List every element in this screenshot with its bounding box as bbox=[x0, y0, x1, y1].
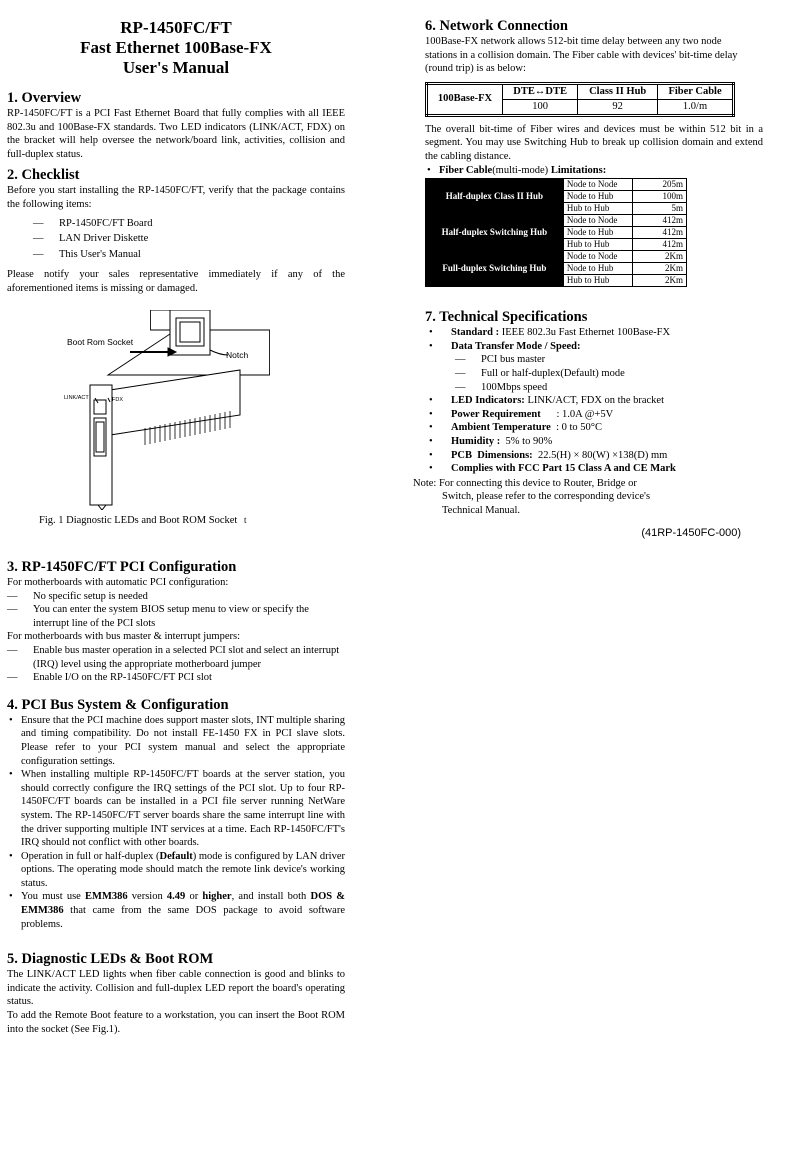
spec-led-value: LINK/ACT, FDX on the bracket bbox=[524, 395, 665, 407]
limit-value: 412m bbox=[632, 227, 686, 239]
pci-auto-item: — No specific setup is needed bbox=[7, 590, 345, 604]
network-heading: 6. Network Connection bbox=[425, 18, 568, 34]
boot-rom-label: Boot Rom Socket bbox=[67, 337, 134, 347]
b4-e: or bbox=[185, 891, 203, 903]
diag-heading: 5. Diagnostic LEDs & Boot ROM bbox=[7, 951, 214, 968]
overview-heading: 1. Overview bbox=[7, 90, 82, 106]
link-act-label: LINK/ACT bbox=[64, 395, 89, 401]
fdx-label: FDX bbox=[112, 397, 123, 403]
bit-delay-table bbox=[425, 82, 735, 117]
spec-data-transfer-item: — PCI bus master bbox=[425, 353, 763, 367]
limit-label: Hub to Hub bbox=[563, 239, 632, 251]
b3-pre: Operation in full or half-duplex ( bbox=[21, 850, 160, 862]
note-line-1: Note: For connecting this device to Router, Bridge or bbox=[413, 477, 637, 489]
document-number: (41RP-1450FC-000) bbox=[641, 527, 741, 540]
pci-auto-item: — You can enter the system BIOS setup menu to view or specify the interrupt line of the PCI slots bbox=[7, 603, 345, 630]
pci-jumper-item: — Enable bus master operation in a selected PCI slot and select an interrupt (IRQ) level using the appropriate motherboard jumper bbox=[7, 644, 345, 671]
limit-label: Hub to Hub bbox=[563, 203, 632, 215]
spec-power-label: Power Requirement bbox=[451, 408, 541, 420]
fiber-limitations-title bbox=[425, 164, 763, 178]
network-after: The overall bit-time of Fiber wires and devices must be within 512 bit in a segment. You may use Switching Hub to break up collision domain and extend the cabling distance. bbox=[425, 123, 763, 162]
spec-data-transfer bbox=[425, 340, 763, 354]
checklist-item: — This User's Manual bbox=[7, 247, 345, 263]
pci-config-heading: 3. RP-1450FC/FT PCI Configuration bbox=[7, 559, 237, 575]
limit-value: 100m bbox=[632, 191, 686, 203]
title-line-2: Fast Ethernet 100Base-FX bbox=[80, 38, 272, 57]
spec-pcb-label: PCB Dimensions: bbox=[451, 449, 533, 461]
title-line-3: User's Manual bbox=[122, 58, 230, 77]
limit-group: Half-duplex Switching Hub bbox=[426, 215, 564, 251]
figure-caption bbox=[39, 514, 246, 527]
spec-data-transfer-item: — 100Mbps speed bbox=[425, 381, 763, 395]
limit-value: 412m bbox=[632, 215, 686, 227]
b4-b: EMM386 bbox=[85, 891, 128, 903]
checklist-note: Please notify your sales representative immediately if any of the aforementioned items is missing or damaged. bbox=[7, 269, 345, 294]
bit-delay-header: Class II Hub bbox=[578, 83, 658, 99]
overview-text: RP-1450FC/FT is a PCI Fast Ethernet Board that fully complies with all IEEE 802.3u and 100Base-FX standards. Two LED indicators (LINK/ACT, FDX) on the bracket will help oversee the network/board link, activities, collision and full-duplex status. bbox=[7, 108, 345, 160]
left-column-lower bbox=[7, 559, 345, 1036]
spec-temp-label: Ambient Temperature bbox=[451, 422, 551, 434]
bit-delay-header: DTE↔DTE bbox=[503, 83, 578, 99]
pci-bus-heading: 4. PCI Bus System & Configuration bbox=[7, 696, 229, 713]
board-figure bbox=[50, 310, 280, 510]
specs-heading: 7. Technical Specifications bbox=[425, 309, 588, 326]
pci-bus-bullet: • Ensure that the PCI machine does support master slots, INT multiple sharing and timing compatibility. Do not install FE-1450 FX in PCI slave slots. Please refer to your PCI system manual and select the appropriate configuration settings. bbox=[7, 714, 345, 768]
spec-led-label: LED Indicators: bbox=[451, 395, 525, 407]
limit-value: 2Km bbox=[632, 263, 686, 275]
b4-g: , and install both bbox=[231, 891, 311, 903]
limit-label: Hub to Hub bbox=[563, 275, 632, 287]
limit-label: Node to Node bbox=[563, 215, 632, 227]
b4-d: 4.49 bbox=[166, 891, 186, 903]
checklist-intro: Before you start installing the RP-1450FC/FT, verify that the package contains the following items: bbox=[7, 185, 345, 210]
fiber-bold-1: Fiber Cable bbox=[439, 164, 493, 176]
fiber-bold-2: Limitations: bbox=[550, 164, 607, 176]
b3-bold: Default bbox=[159, 850, 193, 862]
pci-auto-intro: For motherboards with automatic PCI configuration: bbox=[7, 577, 229, 588]
limit-value: 412m bbox=[632, 239, 686, 251]
limit-value: 5m bbox=[632, 203, 686, 215]
bit-delay-header: Fiber Cable bbox=[658, 83, 734, 99]
b4-f: higher bbox=[202, 891, 232, 903]
limit-value: 2Km bbox=[632, 275, 686, 287]
spec-humidity-value: 5% to 90% bbox=[500, 435, 553, 447]
title-line-1: RP-1450FC/FT bbox=[120, 18, 232, 37]
note-line-2: Switch, please refer to the corresponding device's bbox=[442, 491, 651, 503]
bit-delay-value: 100 bbox=[503, 99, 578, 115]
limit-label: Node to Hub bbox=[563, 227, 632, 239]
spec-data-transfer-item: — Full or half-duplex(Default) mode bbox=[425, 367, 763, 381]
checklist-item: — RP-1450FC/FT Board bbox=[7, 216, 345, 232]
limit-label: Node to Hub bbox=[563, 263, 632, 275]
b4-i: that came from the same DOS package to avoid software problems. bbox=[21, 905, 345, 930]
pci-bus-bullet bbox=[7, 890, 345, 931]
pci-bus-bullet bbox=[7, 850, 345, 891]
right-column bbox=[413, 18, 763, 540]
limit-label: Node to Hub bbox=[563, 191, 632, 203]
figure-caption-text: Fig. 1 Diagnostic LEDs and Boot ROM Socket bbox=[39, 515, 238, 526]
spec-data-transfer-label: Data Transfer Mode / Speed: bbox=[451, 340, 581, 352]
b4-c: version bbox=[127, 891, 167, 903]
pci-jumper-intro: For motherboards with bus master & interrupt jumpers: bbox=[7, 631, 241, 643]
checklist-item: — LAN Driver Diskette bbox=[7, 231, 345, 247]
network-intro: 100Base-FX network allows 512-bit time delay between any two node stations in a collision domain. The Fiber cable with devices' bit-time delay (round trip) is as below: bbox=[425, 36, 738, 75]
diag-text-2: To add the Remote Boot feature to a workstation, you can insert the Boot ROM into the socket (See Fig.1). bbox=[7, 1010, 345, 1035]
limit-label: Node to Node bbox=[563, 251, 632, 263]
limit-value: 2Km bbox=[632, 251, 686, 263]
limit-group: Half-duplex Class II Hub bbox=[426, 179, 564, 215]
spec-humidity bbox=[425, 435, 763, 449]
spec-standard-value: IEEE 802.3u Fast Ethernet 100Base-FX bbox=[499, 327, 671, 339]
spec-power-value: : 1.0A @+5V bbox=[540, 408, 614, 420]
fiber-limit-table bbox=[425, 178, 687, 287]
bit-delay-row-label: 100Base-FX bbox=[427, 83, 503, 115]
figure-stray-mark: t bbox=[243, 515, 247, 525]
bit-delay-value: 1.0/m bbox=[658, 99, 734, 115]
left-column bbox=[7, 18, 345, 295]
b4-h: DOS & EMM386 bbox=[21, 891, 346, 917]
notch-label: Notch bbox=[226, 350, 249, 360]
spec-led bbox=[425, 394, 763, 408]
pci-bus-bullet: • When installing multiple RP-1450FC/FT boards at the server station, you should correctly configure the IRQ settings of the PCI slot. Up to four RP-1450FC/FT boards can be installed in a PCI file server running NetWare system. The RP-1450FC/FT server boards share the same interrupt line with the driver supporting multiple INT services at a time. Each RP-1450FC/FT's IRQ should not conflict with other boards. bbox=[7, 768, 345, 850]
spec-humidity-label: Humidity : bbox=[451, 435, 501, 447]
spec-power bbox=[425, 408, 763, 422]
b3-post: ) mode is configured by LAN driver options. The operating mode should match the remote link device's working status. bbox=[21, 850, 345, 889]
spec-standard bbox=[425, 326, 763, 340]
checklist-heading: 2. Checklist bbox=[7, 167, 80, 184]
spec-standard-label: Standard : bbox=[451, 327, 500, 339]
limit-label: Node to Node bbox=[563, 179, 632, 191]
spec-pcb bbox=[425, 449, 763, 463]
diag-text-1: The LINK/ACT LED lights when fiber cable connection is good and blinks to indicate the activity. Collision and full-duplex LED report the board's operating status. bbox=[7, 969, 345, 1008]
b4-a: You must use bbox=[21, 891, 86, 903]
spec-pcb-value: 22.5(H) × 80(W) ×138(D) mm bbox=[532, 449, 668, 461]
spec-temp bbox=[425, 421, 763, 435]
note-line-3: Technical Manual. bbox=[442, 504, 520, 516]
limit-group: Full-duplex Switching Hub bbox=[426, 251, 564, 287]
limit-value: 205m bbox=[632, 179, 686, 191]
spec-fcc bbox=[425, 462, 763, 476]
fiber-mid: (multi-mode) bbox=[492, 164, 551, 176]
spec-temp-value: : 0 to 50°C bbox=[550, 422, 603, 434]
bit-delay-value: 92 bbox=[578, 99, 658, 115]
pci-jumper-item: — Enable I/O on the RP-1450FC/FT PCI slot bbox=[7, 671, 345, 685]
spec-fcc-text: Complies with FCC Part 15 Class A and CE Mark bbox=[451, 463, 676, 475]
